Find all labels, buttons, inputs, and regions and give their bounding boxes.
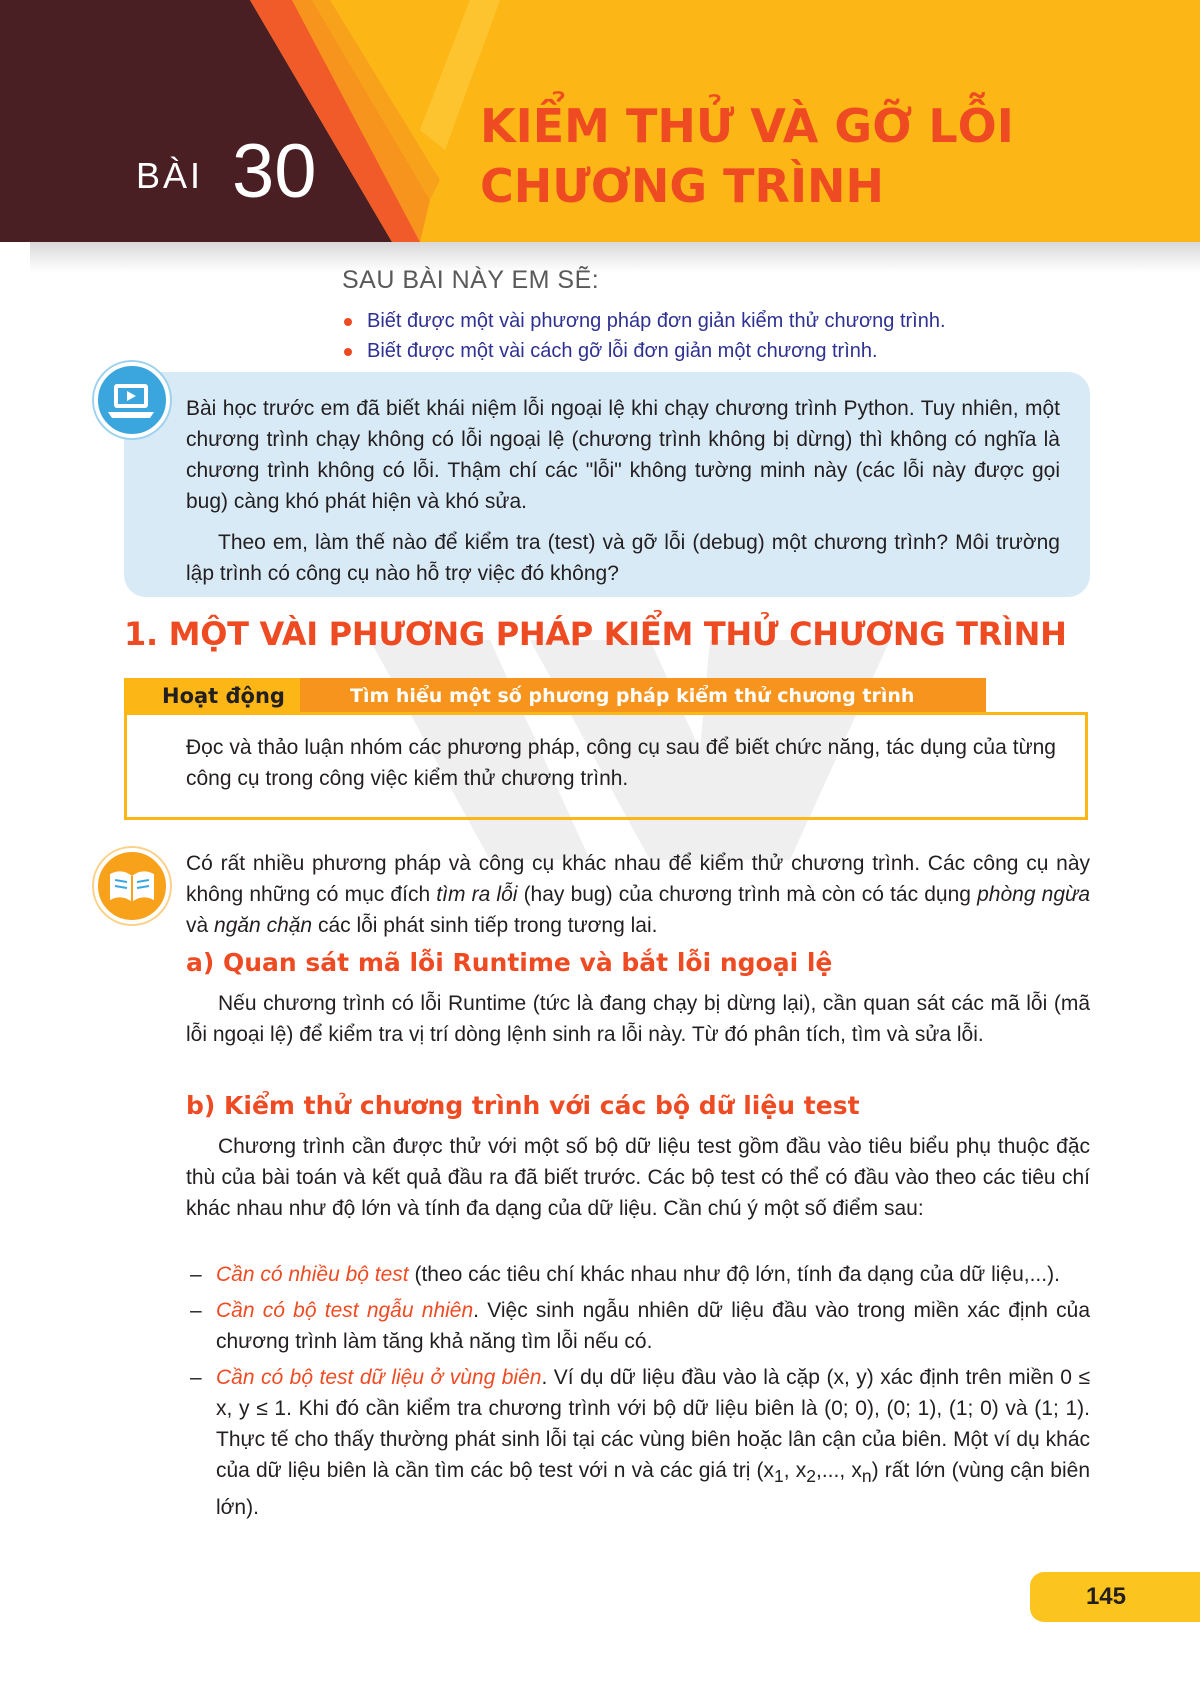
list-item-emphasis: Cần có bộ test ngẫu nhiên [216,1299,474,1322]
knowledge-italic: ngăn chặn [214,914,313,937]
lesson-number: 30 [232,129,317,214]
objective-item: Biết được một vài cách gỡ lỗi đơn giản một chương trình. [342,336,946,366]
lesson-title-line2: CHƯƠNG TRÌNH [480,159,885,213]
list-item-emphasis: Cần có nhiều bộ test [216,1263,409,1286]
list-item-emphasis: Cần có bộ test dữ liệu ở vùng biên [216,1366,542,1389]
list-item [190,1362,1090,1523]
knowledge-italic: tìm ra lỗi [436,883,518,906]
list-item-text: (theo các tiêu chí khác nhau như độ lớn, tính đa dạng của dữ liệu,...). [408,1263,1060,1286]
lesson-title [480,96,1014,216]
list-item [190,1295,1090,1357]
knowledge-text-part: các lỗi phát sinh tiếp trong tương lai. [312,914,658,937]
list-item [190,1259,1090,1290]
intro-paragraph-1: Bài học trước em đã biết khái niệm lỗi ngoại lệ khi chạy chương trình Python. Tuy nhiên, một chương trình chạy không có lỗi ngoại lệ (chương trình không bị dừng) thì không có nghĩa là chương trình không có lỗi. Thậm chí các "lỗi" không tường minh này (các lỗi này được gọi bug) càng khó phát hiện và khó sửa. [186,397,1060,513]
test-guidelines-list [190,1259,1090,1528]
list-item-text: . Ví dụ dữ liệu đầu vào là cặp (x, y) xác định trên miền 0 ≤ x, y ≤ 1. Khi đó cần kiểm tra chương trình với bộ dữ liệu biên là (0; 0), (0; 1), (1; 0) và (1; 1). Thực tế cho thấy thường phát sinh lỗi tại các vùng biên hoặc lân cận của biên. Một ví dụ khác của dữ liệu biên là cần tìm các bộ test với n và các giá trị (x [216,1366,1091,1482]
lesson-label: BÀI [136,155,204,196]
lesson-title-line1: KIỂM THỬ VÀ GỠ LỖI [480,99,1014,153]
list-item-text: , x [783,1459,807,1482]
laptop-icon [94,362,170,438]
subsection-b-heading: b) Kiểm thử chương trình với các bộ dữ liệu test [186,1091,860,1120]
book-icon [94,848,170,924]
objectives-heading: SAU BÀI NÀY EM SẼ: [342,266,600,294]
objective-item: Biết được một vài phương pháp đơn giản kiểm thử chương trình. [342,306,946,336]
knowledge-text-part: (hay bug) của chương trình mà còn có tác dụng [517,883,978,906]
knowledge-text [186,848,1090,941]
list-item-text: ) rất lớn (vùng cận biên lớn). [216,1459,1090,1520]
section-heading: 1. MỘT VÀI PHƯƠNG PHÁP KIỂM THỬ CHƯƠNG TRÌNH [124,615,1067,653]
knowledge-text-part: và [186,914,215,937]
page-number: 145 [1085,1583,1126,1610]
objectives-list [342,306,946,366]
knowledge-text-part: Có rất nhiều phương pháp và công cụ khác nhau để kiểm thử chương trình. Các công cụ này không những có mục đích [186,852,1090,906]
list-item-text: ,..., x [816,1459,862,1482]
activity-tag: Hoạt động [124,678,300,714]
intro-text [186,393,1060,589]
subsection-b-text: Chương trình cần được thử với một số bộ dữ liệu test gồm đầu vào tiêu biểu phụ thuộc đặc thù của bài toán và kết quả đầu ra đã biết trước. Các bộ test có thể có đầu vào theo các tiêu chí khác nhau như độ lớn và tính đa dạng của dữ liệu. Cần chú ý một số điểm sau: [186,1135,1090,1220]
intro-paragraph-2: Theo em, làm thế nào để kiểm tra (test) và gỡ lỗi (debug) một chương trình? Môi trường lập trình có công cụ nào hỗ trợ việc đó không? [186,531,1060,585]
subscript: 2 [806,1466,816,1487]
activity-title: Tìm hiểu một số phương pháp kiểm thử chương trình [350,685,915,707]
subscript: 1 [774,1466,784,1487]
subscript: n [861,1466,872,1487]
list-item-text: . Việc sinh ngẫu nhiên dữ liệu đầu vào trong miền xác định của chương trình làm tăng khả năng tìm lỗi nếu có. [216,1299,1090,1353]
knowledge-italic: phòng ngừa [977,883,1090,906]
banner-shadow [30,242,1200,272]
lesson-banner [0,0,1200,242]
activity-text: Đọc và thảo luận nhóm các phương pháp, công cụ sau để biết chức năng, tác dụng của từng công cụ trong công việc kiểm thử chương trình. [186,736,1056,790]
subsection-a-heading: a) Quan sát mã lỗi Runtime và bắt lỗi ngoại lệ [186,948,833,977]
subsection-a-text: Nếu chương trình có lỗi Runtime (tức là đang chạy bị dừng lại), cần quan sát các mã lỗi (mã lỗi ngoại lệ) để kiểm tra vị trí dòng lệnh sinh ra lỗi này. Từ đó phân tích, tìm và sửa lỗi. [186,992,1090,1046]
